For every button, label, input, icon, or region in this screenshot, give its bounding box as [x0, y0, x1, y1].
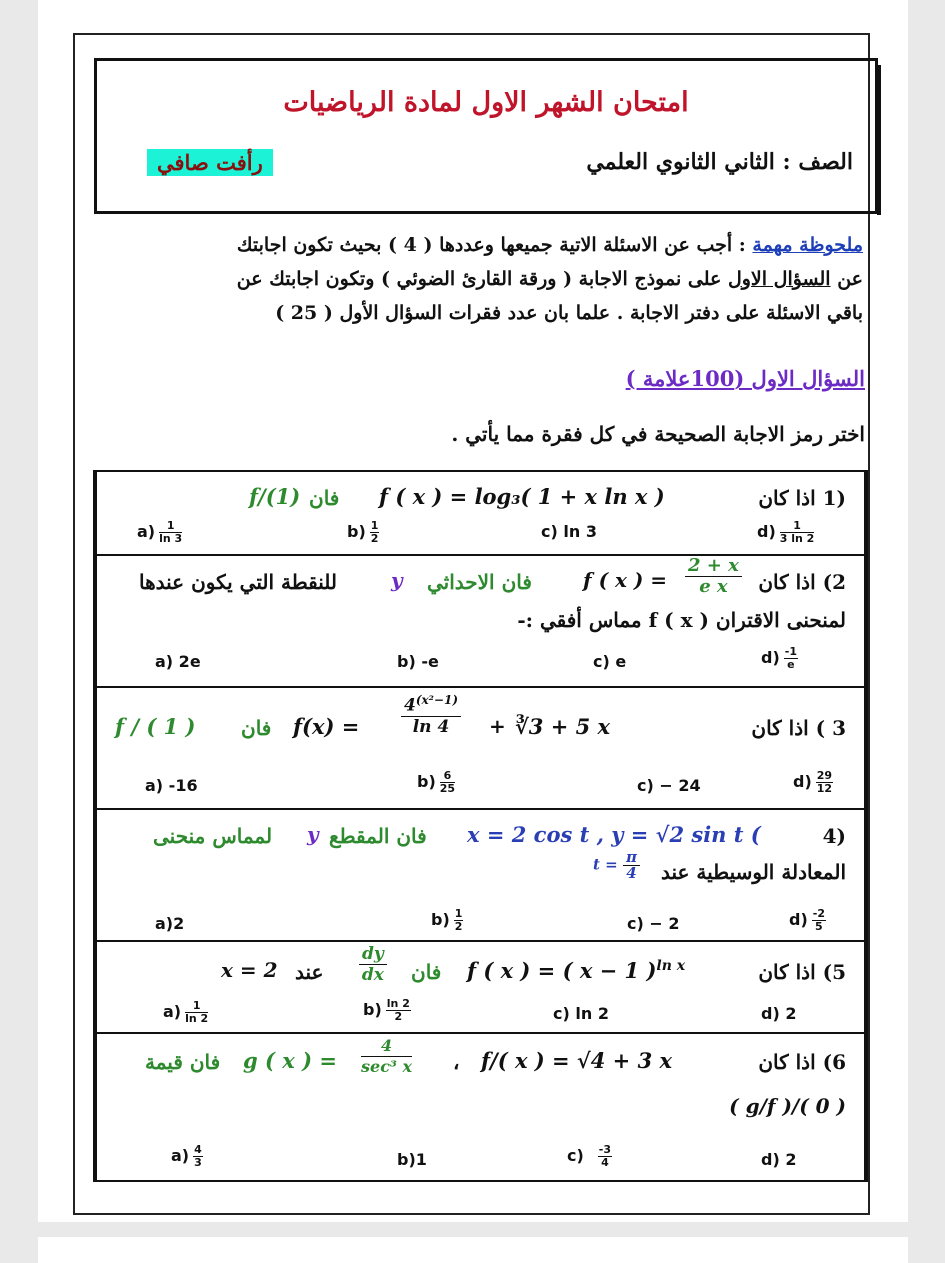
- answer-d[interactable]: d) $\frac{1}{3 \ln 2}$: [757, 519, 815, 545]
- question-item-4: 4) x = 2 cos t , y = √2 sin t ( فان المقطع y لمماس منحنى المعادلة الوسيطية عند t = $\frac{\pi}{4}$ a)2 b) $\frac{1}{2}$ c) − 2 d) $\frac{-2}{5}$: [93, 808, 868, 940]
- answer-d[interactable]: d) $\frac{-2}{5}$: [789, 907, 825, 933]
- dy-dx: $\frac{dy}{dx}$: [359, 944, 387, 985]
- answer-a[interactable]: a)2: [155, 914, 185, 933]
- note-line-1: ملحوظة مهمة : أجب عن الاسئلة الاتية جميعها وعددها ( 4 ) بحيث تكون اجابتك: [236, 234, 863, 256]
- answer-a[interactable]: a) 2e: [155, 652, 201, 671]
- expr-5: f ( x ) = ( x − 1 )$^{ln x}$: [467, 958, 686, 983]
- question-item-5: 5) اذا كان f ( x ) = ( x − 1 )$^{ln x}$ فان $\frac{dy}{dx}$ عند x = 2 a) $\frac{1}{\ln 2}$ b) $\frac{\ln 2}{2}$ c) ln 2 d) 2: [93, 940, 868, 1032]
- answer-b[interactable]: b) -e: [397, 652, 439, 671]
- exam-title: امتحان الشهر الاول لمادة الرياضيات: [283, 87, 689, 118]
- answer-d[interactable]: d) $\frac{-1}{e}$: [761, 645, 797, 671]
- question-item-2: 2) اذا كان $\frac{2 + x}{\text{e x}}$ f ( x ) = فان الاحداثي y للنقطة التي يكون عندها لمنحنى الاقتران ( f ( x مماس أفقي :- a) 2e b) -e c) e d) $\frac{-1}{e}$: [93, 554, 868, 686]
- answer-b[interactable]: b) $\frac{1}{2}$: [347, 519, 379, 545]
- exp-fraction: $\frac{4^{(x^2-1)}}{\ln 4}$: [401, 690, 461, 737]
- answer-b[interactable]: b) $\frac{1}{2}$: [431, 907, 463, 933]
- answer-d[interactable]: d) 2: [761, 1004, 797, 1023]
- answer-c[interactable]: c) e: [593, 652, 627, 671]
- next-page-edge: [38, 1237, 908, 1263]
- question-item-6: 6) اذا كان f/( x ) = √4 + 3 x ، $\frac{4}{\text{sec³ x}}$ g ( x ) = فان قيمة ( g/f )/( 0 ) a) $\frac{4}{3}$ b)1 c) $\frac{-3}{4}$ d) 2: [93, 1032, 868, 1182]
- answer-a[interactable]: a) $\frac{1}{\ln 3}$: [137, 519, 183, 545]
- question-item-1: (1 اذا كان f ( x ) = log₃( 1 + x ln x ) فان f/(1) a) $\frac{1}{\ln 3}$ b) $\frac{1}{2}$ c) ln 3 d) $\frac{1}{3 \ln 2}$: [93, 470, 868, 554]
- answer-c[interactable]: c) − 24: [637, 776, 701, 795]
- teacher-name: رأفت صافي: [147, 149, 273, 176]
- note-line-3: باقي الاسئلة على دفتر الاجابة . علما بان عدد فقرات السؤال الأول ( 25 ): [275, 302, 863, 324]
- question-1-instruction: اختر رمز الاجابة الصحيحة في كل فقرة مما يأتي .: [451, 422, 865, 446]
- answer-d[interactable]: d) 2: [761, 1150, 797, 1169]
- answer-d[interactable]: d) $\frac{29}{12}$: [793, 769, 833, 795]
- plus-sign: +: [489, 714, 506, 738]
- answer-a[interactable]: a) $\frac{1}{\ln 2}$: [163, 999, 209, 1025]
- grade-label: الصف : الثاني الثانوي العلمي: [586, 149, 853, 175]
- question-1-heading: السؤال الاول (100علامة ): [625, 366, 865, 391]
- answer-a[interactable]: a) $\frac{4}{3}$: [171, 1143, 202, 1169]
- answer-c[interactable]: c) ln 2: [553, 1004, 609, 1023]
- answer-c[interactable]: c) $\frac{-3}{4}$: [567, 1143, 612, 1169]
- g-fraction: $\frac{4}{\text{sec³ x}}$: [361, 1036, 413, 1076]
- answer-c[interactable]: c) ln 3: [541, 522, 597, 541]
- important-note: [103, 228, 863, 330]
- t-value: t = $\frac{\pi}{4}$: [593, 850, 640, 881]
- note-line-2: عن السؤال الاول على نموذج الاجابة ( ورقة القارئ الضوئي ) وتكون اجابتك عن: [236, 268, 863, 290]
- answer-b[interactable]: b) $\frac{\ln 2}{2}$: [363, 997, 410, 1023]
- header-box: [94, 58, 878, 214]
- note-label: ملحوظة مهمة: [752, 234, 863, 256]
- answer-b[interactable]: b)1: [397, 1150, 427, 1169]
- answer-c[interactable]: c) − 2: [627, 914, 680, 933]
- answer-a[interactable]: a) -16: [145, 776, 198, 795]
- answer-b[interactable]: b) $\frac{6}{25}$: [417, 769, 456, 795]
- expr-fraction: $\frac{2 + x}{\text{e x}}$: [685, 556, 742, 597]
- question-item-3: 3 ) اذا كان ∛3 + 5 x + $\frac{4^{(x^2-1)}}{\ln 4}$ f(x) = فان f / ( 1 ) a) -16 b) $\frac{6}{25}$ c) − 24 d) $\frac{29}{12}$: [93, 686, 868, 808]
